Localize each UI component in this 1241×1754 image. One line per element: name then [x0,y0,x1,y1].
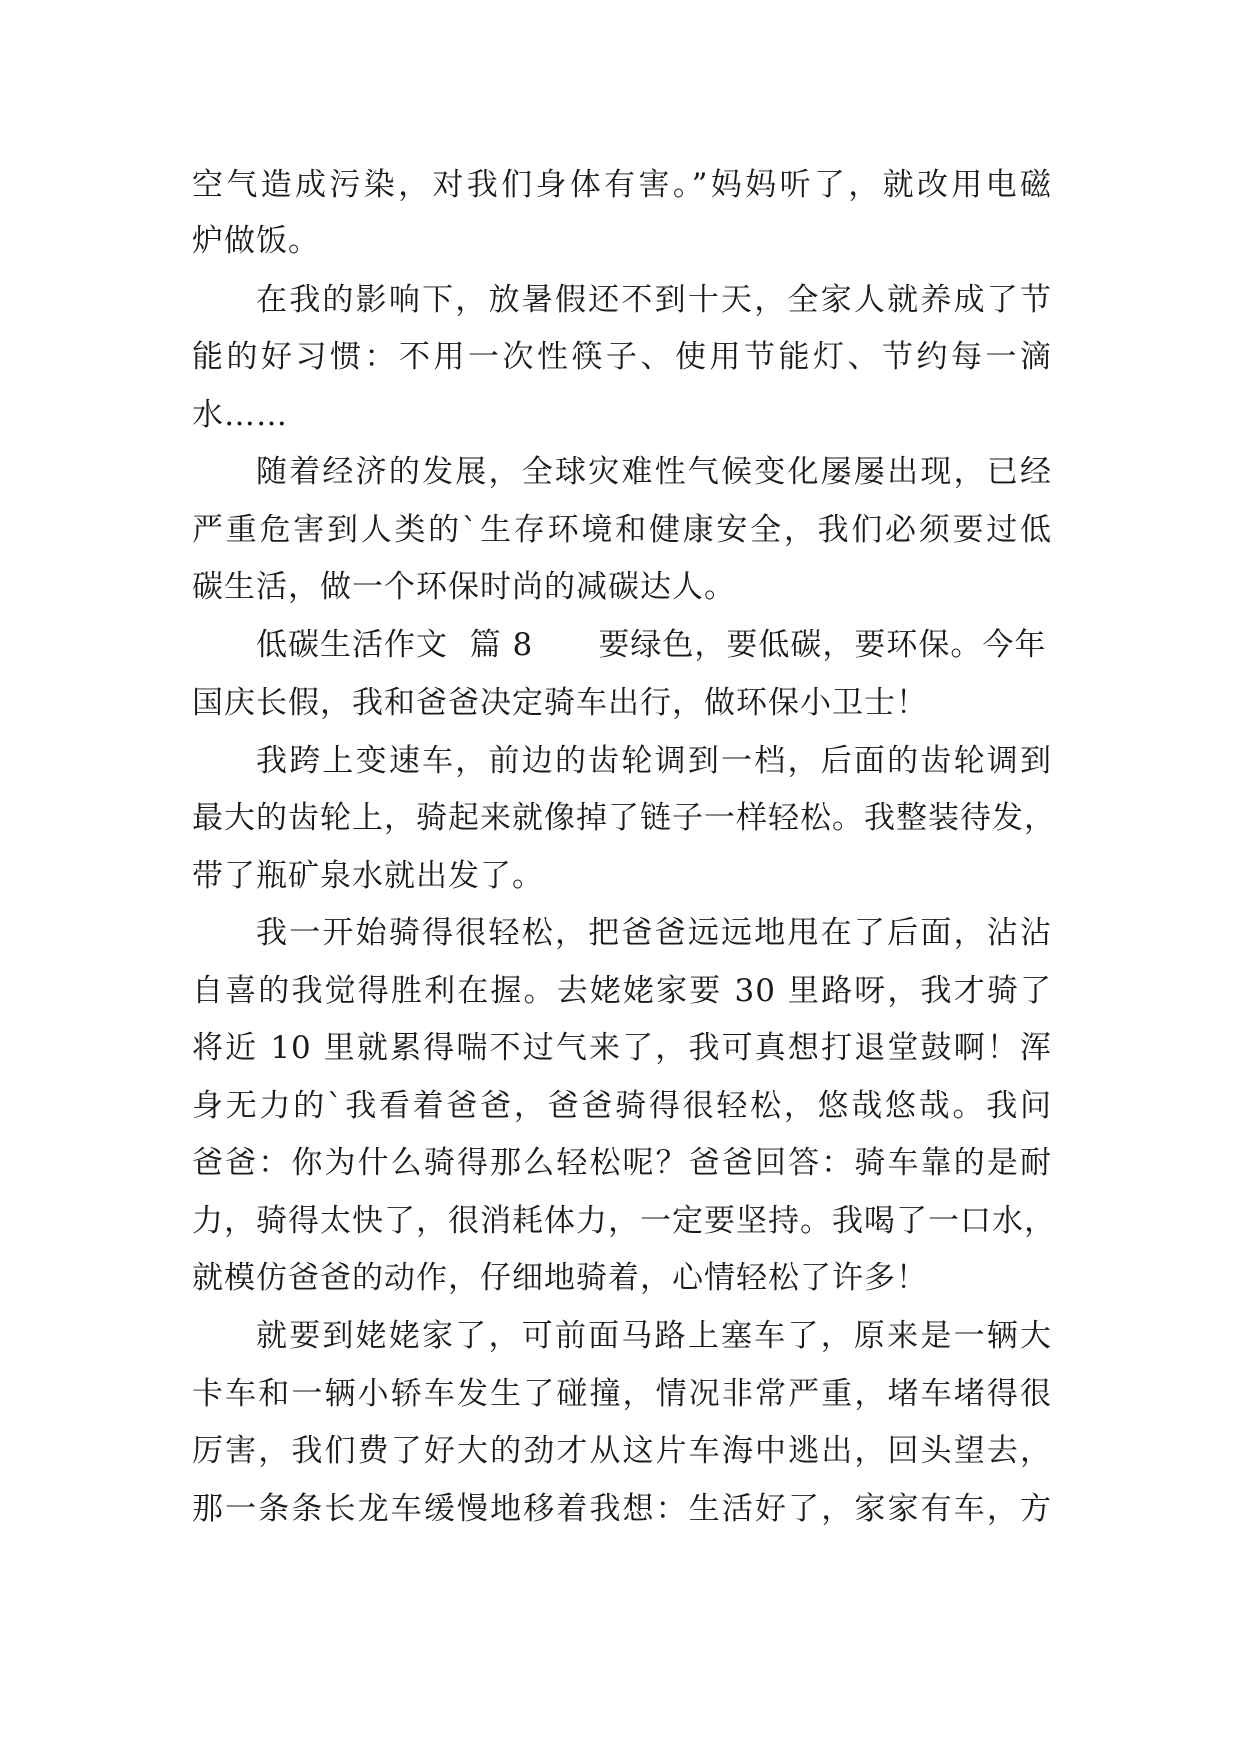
text-line: 低碳生活作文 篇 8 要绿色，要低碳，要环保。今年 [256,627,1047,663]
text-line: 碳生活，做一个环保时尚的减碳达人。 [192,569,736,605]
text-line: 在我的影响下，放暑假还不到十天，全家人就养成了节 [256,282,1052,318]
text-line: 将近 10 里就累得喘不过气来了，我可真想打退堂鼓啊！浑 [192,1030,1052,1066]
text-line: 随着经济的发展，全球灾难性气候变化屡屡出现，已经 [256,454,1052,490]
text-line: 那一条条长龙车缓慢地移着我想：生活好了，家家有车，方 [192,1491,1052,1527]
text-line: 爸爸：你为什么骑得那么轻松呢？爸爸回答：骑车靠的是耐 [192,1145,1052,1181]
text-line: 厉害，我们费了好大的劲才从这片车海中逃出，回头望去， [192,1433,1052,1469]
text-line: 最大的齿轮上，骑起来就像掉了链子一样轻松。我整装待发， [192,800,1056,836]
text-line: 水…… [192,397,288,433]
text-line: 身无力的`我看着爸爸，爸爸骑得很轻松，悠哉悠哉。我问 [192,1088,1052,1124]
text-line: 严重危害到人类的`生存环境和健康安全，我们必须要过低 [192,512,1052,548]
text-line: 就模仿爸爸的动作，仔细地骑着，心情轻松了许多！ [192,1260,928,1296]
text-line: 就要到姥姥家了，可前面马路上塞车了，原来是一辆大 [256,1318,1052,1354]
text-line: 空气造成污染，对我们身体有害。”妈妈听了，就改用电磁 [192,167,1052,203]
text-line: 卡车和一辆小轿车发生了碰撞，情况非常严重，堵车堵得很 [192,1376,1052,1412]
text-line: 自喜的我觉得胜利在握。去姥姥家要 30 里路呀，我才骑了 [192,973,1052,1009]
text-line: 我跨上变速车，前边的齿轮调到一档，后面的齿轮调到 [256,743,1052,779]
text-line: 我一开始骑得很轻松，把爸爸远远地甩在了后面，沾沾 [256,915,1052,951]
text-line: 炉做饭。 [192,223,320,259]
text-line: 能的好习惯：不用一次性筷子、使用节能灯、节约每一滴 [192,339,1052,375]
text-line: 力，骑得太快了，很消耗体力，一定要坚持。我喝了一口水， [192,1203,1056,1239]
text-line: 国庆长假，我和爸爸决定骑车出行，做环保小卫士！ [192,685,928,721]
text-line: 带了瓶矿泉水就出发了。 [192,858,544,894]
